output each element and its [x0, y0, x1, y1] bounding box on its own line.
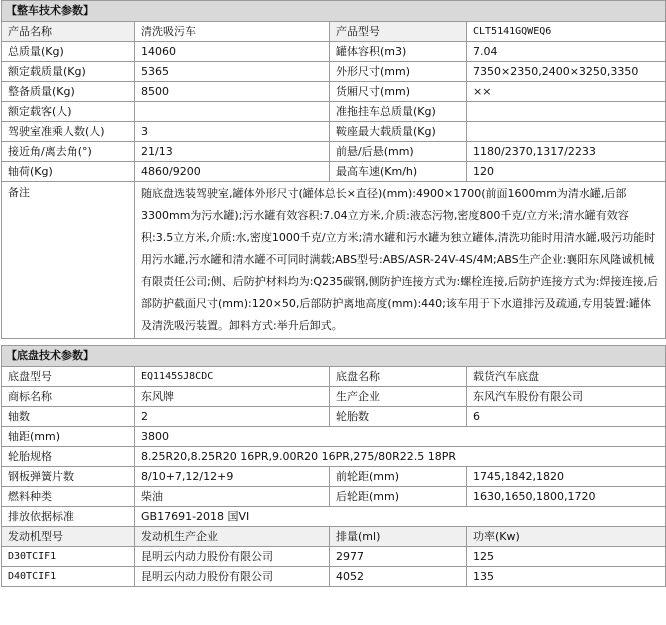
label-cell: 轮胎数 [330, 407, 467, 427]
label-cell: 货厢尺寸(mm) [330, 82, 467, 102]
label-cell: 接近角/离去角(°) [2, 142, 135, 162]
table-row [2, 102, 666, 122]
label-cell: 外形尺寸(mm) [330, 62, 467, 82]
label-cell: 驾驶室准乘人数(人) [2, 122, 135, 142]
value-cell: 6 [467, 407, 666, 427]
label-cell: 最高车速(Km/h) [330, 162, 467, 182]
section-title: 【整车技术参数】 [2, 1, 666, 22]
table-row [2, 142, 666, 162]
spec-table [1, 0, 666, 587]
label-cell: 底盘名称 [330, 367, 467, 387]
column-header: 发动机生产企业 [135, 527, 330, 547]
label-cell: 钢板弹簧片数 [2, 467, 135, 487]
table-row [2, 162, 666, 182]
label-cell: 前悬/后悬(mm) [330, 142, 467, 162]
label-cell: 鞍座最大载质量(Kg) [330, 122, 467, 142]
table-row [2, 62, 666, 82]
value-cell [467, 122, 666, 142]
table-row [2, 467, 666, 487]
label-cell: 轴数 [2, 407, 135, 427]
remark-text: 随底盘选装驾驶室,罐体外形尺寸(罐体总长×直径)(mm):4900×1700(前面1600mm为清水罐,后部3300mm为污水罐);污水罐有效容积:7.04立方米,介质:液态污物,密度800千克/立方米;清水罐有效容积:3.5立方米,介质:水,密度1000千克/立方米;清水罐和污水罐为独立罐体,清洗功能时用清水罐,吸污功能时用污水罐,污水罐和清水罐不可同时满载;ABS型号:ABS/ASR-24V-4S/4M;ABS生产企业:襄阳东风隆诚机械有限责任公司;侧、后防护材料均为:Q235碳钢,侧防护连接方式为:螺栓连接,后防护连接方式为:焊接连接,后部防护截面尺寸(mm):120×50,后部防护离地高度(mm):440;该车用于下水道排污及疏通,专用装置:罐体及清洗吸污装置。卸料方式:举升后卸式。 [135, 182, 666, 339]
engine-model: D40TCIF1 [2, 567, 135, 587]
value-cell: 1745,1842,1820 [467, 467, 666, 487]
engine-model: D30TCIF1 [2, 547, 135, 567]
label-cell: 准拖挂车总质量(Kg) [330, 102, 467, 122]
value-cell: 清洗吸污车 [135, 22, 330, 42]
engine-power: 125 [467, 547, 666, 567]
gap-cell [2, 339, 666, 346]
value-cell: 14060 [135, 42, 330, 62]
table-row [2, 407, 666, 427]
table-row [2, 487, 666, 507]
section-gap [2, 339, 666, 346]
value-cell: 5365 [135, 62, 330, 82]
value-cell: 柴油 [135, 487, 330, 507]
value-cell: 东风牌 [135, 387, 330, 407]
value-cell: 1630,1650,1800,1720 [467, 487, 666, 507]
value-cell [135, 102, 330, 122]
table-row [2, 367, 666, 387]
engine-displacement: 4052 [330, 567, 467, 587]
label-cell: 商标名称 [2, 387, 135, 407]
chassis-section-header [2, 346, 666, 367]
table-row [2, 387, 666, 407]
value-cell: 7.04 [467, 42, 666, 62]
spec-sheet [1, 0, 665, 587]
table-row [2, 82, 666, 102]
label-cell: 产品型号 [330, 22, 467, 42]
value-cell: 21/13 [135, 142, 330, 162]
remark-label: 备注 [2, 182, 135, 339]
column-header: 功率(Kw) [467, 527, 666, 547]
engine-power: 135 [467, 567, 666, 587]
table-row [2, 22, 666, 42]
label-cell: 整备质量(Kg) [2, 82, 135, 102]
value-cell: 3800 [135, 427, 666, 447]
value-cell: 120 [467, 162, 666, 182]
value-cell: 7350×2350,2400×3250,3350 [467, 62, 666, 82]
value-cell: 东风汽车股份有限公司 [467, 387, 666, 407]
column-header: 排量(ml) [330, 527, 467, 547]
engine-maker: 昆明云内动力股份有限公司 [135, 547, 330, 567]
table-row [2, 42, 666, 62]
value-cell: 4860/9200 [135, 162, 330, 182]
label-cell: 额定载客(人) [2, 102, 135, 122]
label-cell: 前轮距(mm) [330, 467, 467, 487]
label-cell: 排放依据标准 [2, 507, 135, 527]
engine-maker: 昆明云内动力股份有限公司 [135, 567, 330, 587]
value-cell: 2 [135, 407, 330, 427]
value-cell: 3 [135, 122, 330, 142]
value-cell [467, 102, 666, 122]
remark-row [2, 182, 666, 339]
label-cell: 轴荷(Kg) [2, 162, 135, 182]
label-cell: 后轮距(mm) [330, 487, 467, 507]
label-cell: 额定载质量(Kg) [2, 62, 135, 82]
value-cell: ×× [467, 82, 666, 102]
value-cell: 8.25R20,8.25R20 16PR,9.00R20 16PR,275/80R22.5 18PR [135, 447, 666, 467]
value-cell: CLT5141GQWEQ6 [467, 22, 666, 42]
label-cell: 轮胎规格 [2, 447, 135, 467]
section-title: 【底盘技术参数】 [2, 346, 666, 367]
engine-displacement: 2977 [330, 547, 467, 567]
value-cell: 8500 [135, 82, 330, 102]
label-cell: 燃料种类 [2, 487, 135, 507]
table-row [2, 122, 666, 142]
value-cell: 1180/2370,1317/2233 [467, 142, 666, 162]
table-row [2, 547, 666, 567]
table-row [2, 447, 666, 467]
label-cell: 总质量(Kg) [2, 42, 135, 62]
table-row [2, 507, 666, 527]
label-cell: 生产企业 [330, 387, 467, 407]
value-cell: 8/10+7,12/12+9 [135, 467, 330, 487]
label-cell: 底盘型号 [2, 367, 135, 387]
vehicle-section-header [2, 1, 666, 22]
label-cell: 产品名称 [2, 22, 135, 42]
value-cell: 载货汽车底盘 [467, 367, 666, 387]
table-row [2, 567, 666, 587]
value-cell: GB17691-2018 国VI [135, 507, 666, 527]
engine-header-row [2, 527, 666, 547]
label-cell: 轴距(mm) [2, 427, 135, 447]
column-header: 发动机型号 [2, 527, 135, 547]
value-cell: EQ1145SJ8CDC [135, 367, 330, 387]
table-row [2, 427, 666, 447]
label-cell: 罐体容积(m3) [330, 42, 467, 62]
